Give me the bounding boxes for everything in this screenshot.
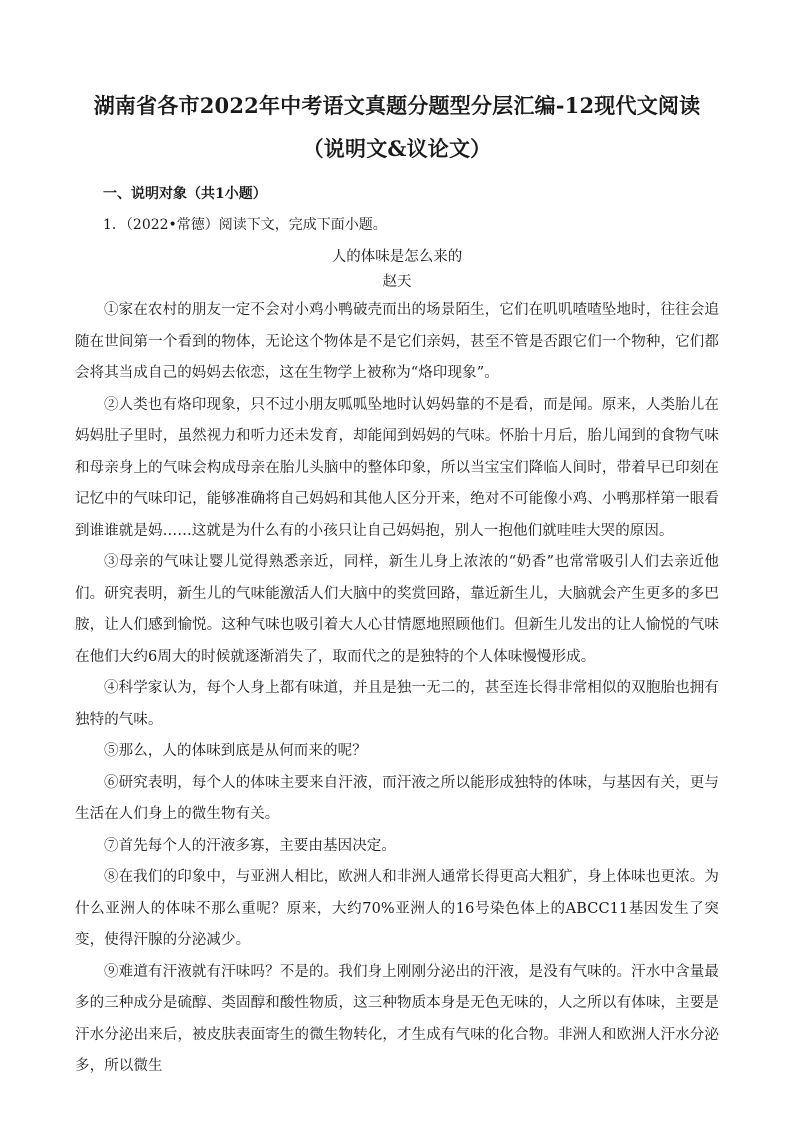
- question-line: 1．（2022•常德）阅读下文，完成下面小题。: [103, 217, 387, 233]
- paragraph-8: ⑧在我们的印象中，与亚洲人相比，欧洲人和非洲人通常长得更高大粗犷，身上体味也更浓。为什么亚洲人的体味不那么重呢？原来，大约70%亚洲人的16号染色体上的ABCC11基因发生了突变，使得汗腺的分泌减少。: [75, 869, 719, 948]
- paragraph-2: ②人类也有烙印现象，只不过小朋友呱呱坠地时认妈妈靠的不是看，而是闻。原来，人类胎儿在妈妈肚子里时，虽然视力和听力还未发育，却能闻到妈妈的气味。怀胎十月后，胎儿闻到的食物气味和母亲身上的气味会构成母亲在胎儿头脑中的整体印象，所以当宝宝们降临人间时，带着早已印刻在记忆中的气味印记，能够准确将自己妈妈和其他人区分开来，绝对不可能像小鸡、小鸭那样第一眼看到谁谁就是妈……这就是为什么有的小孩只让自己妈妈抱，别人一抱他们就哇哇大哭的原因。: [75, 396, 719, 539]
- paragraph-1: ①家在农村的朋友一定不会对小鸡小鸭破壳而出的场景陌生，它们在叽叽喳喳坠地时，往往会追随在世间第一个看到的物体，无论这个物体是不是它们亲妈，甚至不管是否跟它们一个物种，它们都会将其当成自己的妈妈去依恋，这在生物学上被称为“烙印现象”。: [75, 302, 719, 381]
- paragraph-7: ⑦首先每个人的汗液多寡，主要由基因决定。: [104, 837, 396, 854]
- section-heading: 一、说明对象（共1小题）: [103, 186, 267, 202]
- article-body: [75, 295, 719, 1083]
- paragraph-5: ⑤那么，人的体味到底是从何而来的呢？: [104, 743, 367, 759]
- document-title: 湖南省各市2022年中考语文真题分题型分层汇编-12现代文阅读（说明文&议论文）: [93, 93, 701, 161]
- article-author: 赵天: [382, 274, 412, 290]
- article-title: 人的体味是怎么来的: [331, 249, 463, 265]
- paragraph-4: ④科学家认为，每个人身上都有味道，并且是独一无二的，甚至连长得非常相似的双胞胎也拥有独特的气味。: [75, 680, 719, 728]
- paragraph-9: ⑨难道有汗液就有汗味吗？不是的。我们身上刚刚分泌出的汗液，是没有气味的。汗水中含量最多的三种成分是硫醇、类固醇和酸性物质，这三种物质本身是无色无味的，人之所以有体味，主要是汗水分泌出来后，被皮肤表面寄生的微生物转化，才生成有气味的化合物。非洲人和欧洲人汗水分泌多，所以微生: [75, 963, 719, 1074]
- paragraph-3: ③母亲的气味让婴儿觉得熟悉亲近，同样，新生儿身上浓浓的“奶香”也常常吸引人们去亲近他们。研究表明，新生儿的气味能激活人们大脑中的奖赏回路，靠近新生儿，大脑就会产生更多的多巴胺，让人们感到愉悦。这种气味也吸引着大人心甘情愿地照顾他们。但新生儿发出的让人愉悦的气味在他们大约6周大的时候就逐渐消失了，取而代之的是独特的个人体味慢慢形成。: [75, 554, 719, 665]
- paragraph-6: ⑥研究表明，每个人的体味主要来自汗液，而汗液之所以能形成独特的体味，与基因有关，更与生活在人们身上的微生物有关。: [75, 774, 719, 822]
